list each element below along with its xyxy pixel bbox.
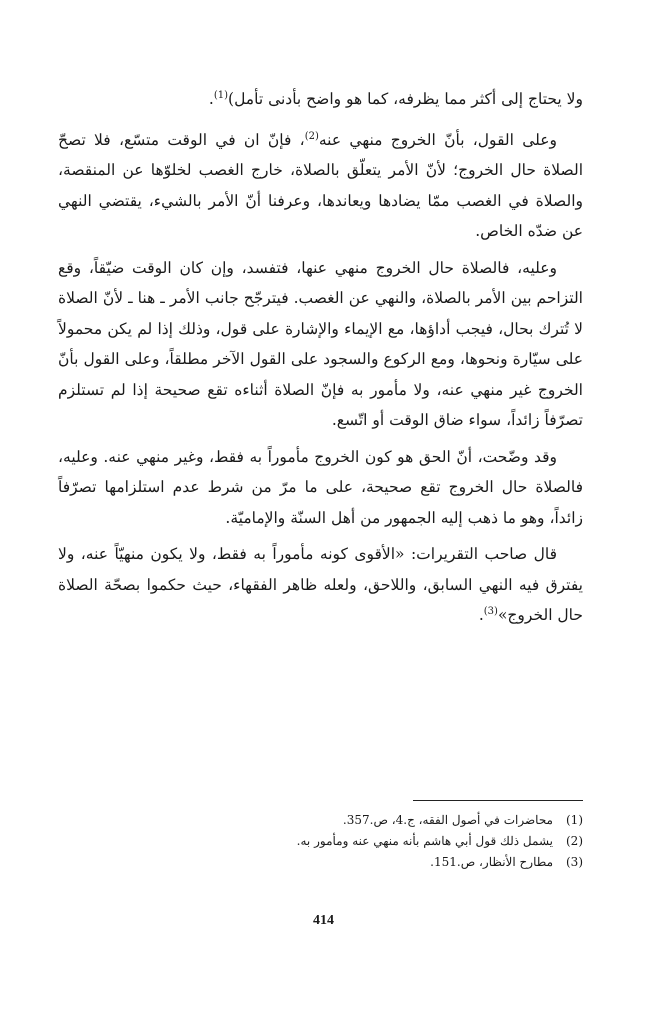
footnote-number: (3): [565, 855, 583, 869]
footnote-separator: [413, 800, 583, 801]
footnotes: [58, 810, 583, 873]
page-number: 414: [313, 913, 334, 928]
footnote-2: [58, 831, 583, 852]
footnote-ref-2: (2): [304, 130, 319, 142]
paragraph-3: وعليه، فالصلاة حال الخروج منهي عنها، فتفسد، وإن كان الوقت ضيّقاً، وقع التزاحم بين الأمر بالصلاة، والنهي عن الغصب. فيترجّح جانب الأمر ـ هنا ـ لأنّ الصلاة لا تُترك بحال، فيجب أداؤها، مع الإيماء والإشارة على قول، وذلك إذا لم يكن محمولاً على سيّارة ونحوها، ومع الركوع والسجود على القول الآخر مطلقاً، وعلى القول بأنّ الخروج غير منهي عنه، ولا مأمور به فإنّ الصلاة أثناءه تقع صحيحة إذا لم تستلزم تصرّفاً زائداً، سواء ضاق الوقت أو اتّسع.: [58, 258, 583, 429]
footnote-text: محاضرات في أصول الفقه، ج.4، ص.357.: [342, 813, 553, 827]
footnote-ref-3: (3): [483, 605, 498, 617]
footnote-3: [58, 852, 583, 873]
paragraph-1: ولا يحتاج إلى أكثر مما يظرفه، كما هو واضح بأدنى تأمل)$^{(1)}$.: [208, 89, 583, 108]
footnote-number: (2): [565, 834, 583, 848]
footnote-ref-1: (1): [213, 89, 229, 101]
main-text: [58, 84, 583, 637]
footnote-text: مطارح الأنظار، ص.151.: [430, 855, 553, 869]
footnote-1: [58, 810, 583, 831]
paragraph-4: وقد وضّحت، أنّ الحق هو كون الخروج مأموراً به فقط، وغير منهي عنه. وعليه، فالصلاة حال الخروج تقع صحيحة، على ما مرّ من شرط عدم استلزامها تصرّفاً زائداً، وهو ما ذهب إليه الجمهور من أهل السنّة والإماميّة.: [58, 447, 583, 527]
footnote-number: (1): [565, 813, 583, 827]
paragraph-2: وعلى القول، بأنّ الخروج منهي عنه$^{(2)}$، فإنّ ان في الوقت متسّع، فلا تصحّ الصلاة حال الخروج؛ لأنّ الأمر يتعلّق بالصلاة، خارج الغصب لخلوّها عن المنقصة، والصلاة في الغصب ممّا يضادها ويعاندها، وعرفنا أنّ الأمر بالشيء، يقتضي النهي عن ضدّه الخاص.: [58, 130, 583, 240]
footnote-text: يشمل ذلك قول أبي هاشم بأنه منهي عنه ومأمور به.: [296, 834, 553, 848]
paragraph-5: قال صاحب التقريرات: «الأقوى كونه مأموراً به فقط، ولا يكون منهيّاً عنه، ولا يفترق فيه النهي السابق، واللاحق، ولعله ظاهر الفقهاء، حيث حكموا بصحّة الصلاة حال الخروج»$^{(3)}$.: [58, 545, 583, 624]
